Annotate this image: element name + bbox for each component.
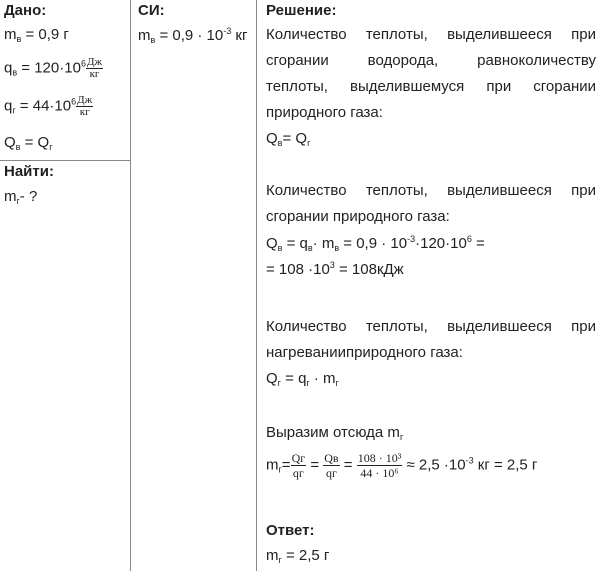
solution-p1-line4: природного газа: xyxy=(266,104,383,121)
solution-heading: Решение: xyxy=(266,2,337,19)
answer-value: $m_г = 2,5$ г xyxy=(266,547,330,565)
si-column xyxy=(131,0,257,571)
solution-p2-line2: сгорании природного газа: xyxy=(266,208,450,225)
given-heading: Дано: xyxy=(4,2,47,19)
solution-p3-line2: нагреванииприродного газа: xyxy=(266,344,463,361)
solution-p3-line1: Количество теплоты, выделившееся при xyxy=(266,318,596,335)
given-q-v: $q_в = 120\cdot 10^6$ $\frac{Дж}{кг}$ xyxy=(4,56,103,80)
solution-p1-line1: Количество теплоты, выделившееся при xyxy=(266,26,596,43)
solution-p1-line2: сгорании водорода, равноколичеству xyxy=(266,52,596,69)
solution-p2-line1: Количество теплоты, выделившееся при xyxy=(266,182,596,199)
solution-column xyxy=(258,0,600,571)
find-item: $m_г-$ ? xyxy=(4,188,38,206)
si-m-v: $m_в = 0,9 \cdot 10^{-3}$ кг xyxy=(138,26,248,45)
solution-eq4: $Q_г = q_г \cdot m_г$ xyxy=(266,370,339,388)
answer-heading: Ответ: xyxy=(266,522,315,539)
solution-express: Выразим отсюда $m_г$ xyxy=(266,424,404,442)
solution-eq3: = $108 \cdot 10^3 = 108кДж$ xyxy=(266,260,404,278)
solution-p1-line3: теплоты, выделившемуся при сгорании xyxy=(266,78,596,95)
given-column xyxy=(0,0,131,571)
find-heading: Найти: xyxy=(4,163,54,180)
si-heading: СИ: xyxy=(138,2,165,19)
solution-eq1: $Q_в= Q_г$ xyxy=(266,130,311,148)
given-q-g: $q_г = 44\cdot 10^6$ $\frac{Дж}{кг}$ xyxy=(4,94,93,118)
solution-eq2: $Q_в = q_в\cdot m_в = 0,9 \cdot 10^{-3}\cdot 120\cdot 10^6$ = xyxy=(266,234,485,253)
solution-eq5: $m_г=$ $\frac{Qг}{qг}$ = $\frac{Qв}{qг}$ = $\frac{\text{108 · 10³}}{\text{44 · 10⁶}}$ ≈ $2,5 \cdot 10^{-3}$ кг = 2,5 г xyxy=(266,451,538,480)
given-equality: $Q_в = Q_г$ xyxy=(4,134,53,152)
divider xyxy=(0,160,130,161)
given-m-v: $m_в = 0,9$ г xyxy=(4,26,69,44)
